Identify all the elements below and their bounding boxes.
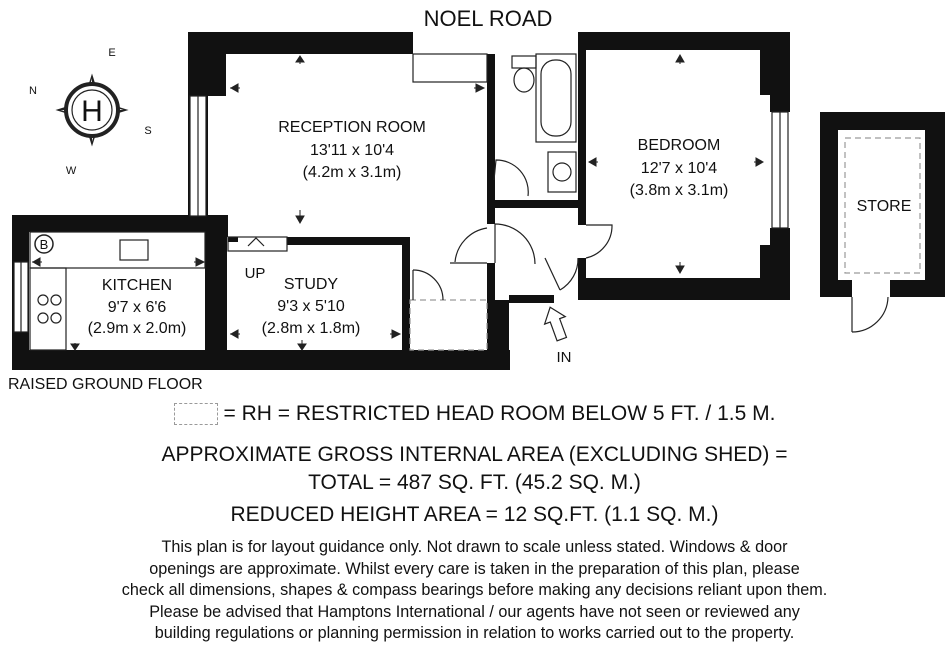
area-line-1: APPROXIMATE GROSS INTERNAL AREA (EXCLUDING SHED) = — [161, 443, 788, 466]
entrance-label: IN — [556, 349, 572, 366]
street-name: NOEL ROAD — [423, 6, 553, 31]
disclaimer — [0, 537, 949, 645]
rh-legend — [0, 402, 949, 426]
study-metric: (2.8m x 1.8m) — [261, 320, 361, 337]
reception-imperial: 13'11 x 10'4 — [309, 142, 395, 159]
kitchen-imperial: 9'7 x 6'6 — [107, 299, 167, 316]
compass-north: N — [29, 85, 37, 97]
study-name: STUDY — [283, 276, 339, 293]
reception-name: RECEPTION ROOM — [278, 119, 426, 136]
bedroom-imperial: 12'7 x 10'4 — [640, 160, 718, 177]
compass-west: W — [65, 165, 77, 177]
compass-east: E — [108, 47, 116, 59]
compass-letter: H — [81, 95, 103, 128]
disclaimer-line: building regulations or planning permission in relation to works carried out to the property. — [154, 624, 795, 642]
disclaimer-line: check all dimensions, shapes & compass bearings before making any decisions reliant upon them. — [121, 581, 828, 599]
disclaimer-line: openings are approximate. Whilst every care is taken in the preparation of this plan, please — [149, 559, 800, 578]
store-name: STORE — [856, 198, 912, 215]
entrance-arrow-icon — [540, 303, 572, 342]
disclaimer-line: Please be advised that Hamptons International / our agents have not seen or reviewed any — [149, 602, 800, 621]
reception-metric: (4.2m x 3.1m) — [302, 164, 402, 181]
up-label: UP — [244, 265, 266, 282]
rh-dashed-box-icon — [174, 403, 218, 425]
study-imperial: 9'3 x 5'10 — [277, 298, 345, 315]
bedroom-name: BEDROOM — [637, 137, 721, 154]
boiler-label: B — [39, 237, 49, 252]
disclaimer-line: This plan is for layout guidance only. Not drawn to scale unless stated. Windows & door — [161, 538, 788, 556]
bedroom-metric: (3.8m x 3.1m) — [629, 182, 729, 199]
area-line-3: REDUCED HEIGHT AREA = 12 SQ.FT. (1.1 SQ. M.) — [230, 503, 719, 526]
rh-legend-text: = RH = RESTRICTED HEAD ROOM BELOW 5 FT. / 1.5 M. — [223, 402, 776, 425]
floor-label: RAISED GROUND FLOOR — [8, 376, 203, 393]
compass-south: S — [144, 125, 152, 137]
kitchen-name: KITCHEN — [101, 277, 173, 294]
area-line-2: TOTAL = 487 SQ. FT. (45.2 SQ. M.) — [308, 471, 641, 494]
compass-rose-icon — [29, 47, 152, 177]
kitchen-metric: (2.9m x 2.0m) — [87, 320, 187, 337]
